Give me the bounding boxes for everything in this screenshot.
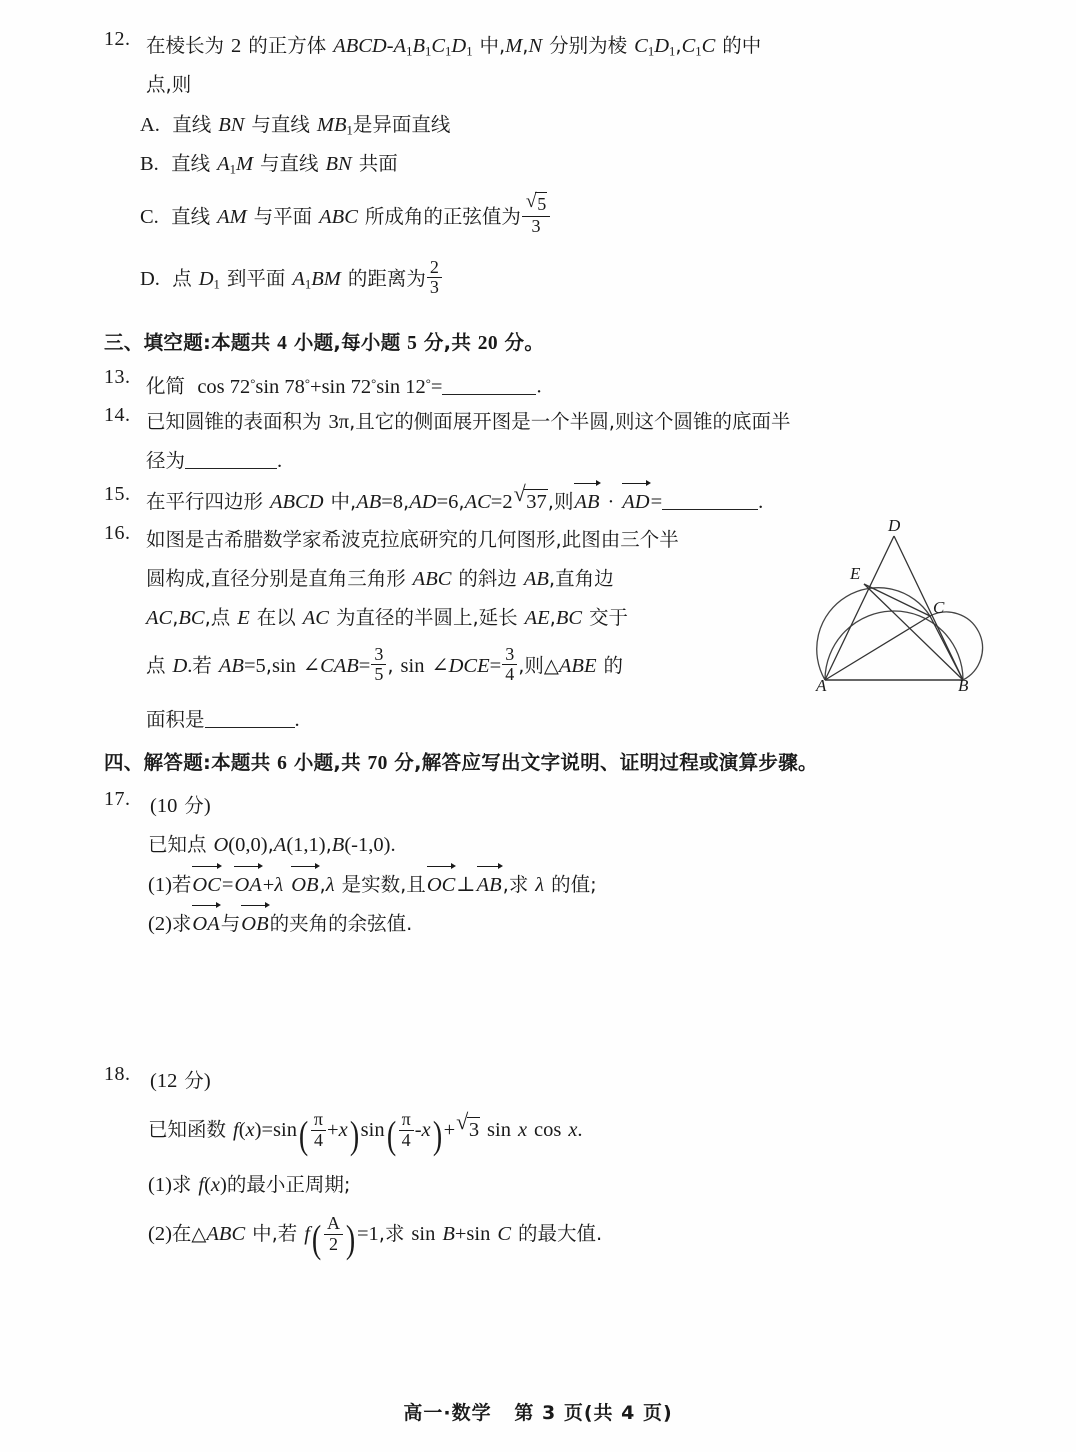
question-17-answer-space [104, 945, 994, 1050]
figure-label-c: C [933, 598, 945, 617]
question-16-line5: 面积是 . [146, 708, 300, 731]
question-16-line3: AC,BC,点 E 在以 AC 为直径的半圆上,延长 AE,BC 交于 [146, 606, 629, 629]
question-14-number: 14. [104, 404, 131, 426]
question-16-answer-blank[interactable] [205, 707, 295, 728]
footer-grade: 高一 [403, 1402, 444, 1424]
figure-label-e: E [850, 564, 861, 583]
question-16-figure [806, 512, 996, 698]
q18-fraction-pi4-b: $\frac{\pi}{4}$ [399, 1110, 414, 1150]
option-c-label: C. [140, 205, 159, 228]
vector-oc: OC [192, 864, 220, 905]
question-16-line2: 圆构成,直径分别是直角三角形 ABC 的斜边 AB,直角边 [146, 567, 614, 590]
figure-label-d: D [888, 516, 901, 535]
vector-ob-2: OB [241, 903, 268, 944]
question-12-stem-line2: 点,则 [146, 73, 192, 96]
question-13-number: 13. [104, 366, 131, 388]
question-18-marks: (12 分) [150, 1069, 211, 1092]
option-a-label: A. [140, 114, 160, 136]
q16-fraction-1: $\frac{3}{5}$ [371, 645, 386, 685]
vector-ob: OB [291, 864, 318, 905]
question-17-marks: (10 分) [150, 794, 211, 817]
section-3-heading: 三、填空题:本题共 4 小题,每小题 5 分,共 20 分。 [104, 331, 545, 354]
vector-ab-2: AB [477, 864, 502, 905]
option-b-label: B. [140, 153, 159, 175]
question-12-stem: 在棱长为 2 的正方体 ABCD-$A_1B_1C_1D_1$ 中,M,N 分别为棱 $C_1D_1,C_1C$ 的中 [146, 34, 762, 59]
question-16-number: 16. [104, 522, 131, 544]
question-12-option-a[interactable]: A. 直线 BN 与直线 $MB_1$是异面直线 [140, 113, 451, 138]
q16-fraction-2: $\frac{3}{4}$ [502, 645, 517, 685]
question-12-option-b[interactable]: B. 直线 $A_1M$ 与直线 BN 共面 [140, 152, 398, 177]
option-c-fraction: √ 5 3 [522, 192, 550, 236]
figure-label-a: A [816, 676, 827, 695]
footer-subject: 数学 [451, 1402, 492, 1424]
question-18-part-2: (2)在△ABC 中,若 f( $\frac{A}{2}$ )=1,求 sin B+sin C 的最大值. [148, 1213, 603, 1261]
question-18-part-1: (1)求 f(x)的最小正周期; [148, 1173, 351, 1196]
question-12-number: 12. [104, 28, 131, 50]
vector-oa: OA [234, 864, 261, 905]
question-16-line4: 点 D.若 AB=5,sin ∠CAB= $\frac{3}{5}$ , sin ∠DCE= $\frac{3}{4}$ ,则△ABE 的 [146, 644, 623, 685]
q12-stem-text-a: 在棱长为 [146, 34, 225, 57]
page-footer [0, 1398, 1076, 1425]
question-15-number: 15. [104, 483, 131, 505]
question-17-given: 已知点 O(0,0),A(1,1),B(-1,0). [148, 833, 396, 856]
vector-oc-2: OC [427, 864, 455, 905]
vector-ab: AB [574, 481, 599, 522]
option-d-label: D. [140, 267, 160, 290]
figure-label-b: B [958, 676, 969, 695]
q18-fraction-pi4-a: $\frac{\pi}{4}$ [311, 1110, 326, 1150]
question-16-line1: 如图是古希腊数学家希波克拉底研究的几何图形,此图由三个半 [146, 528, 679, 551]
question-15-answer-blank[interactable] [662, 489, 758, 510]
question-13-answer-blank[interactable] [442, 374, 536, 395]
question-13-text: 化简 cos 72°sin 78°+sin 72°sin 12°= . [146, 374, 542, 398]
section-4-heading: 四、解答题:本题共 6 小题,共 70 分,解答应写出文字说明、证明过程或演算步骤。 [104, 751, 818, 774]
option-d-fraction: $\frac{2}{3}$ [427, 258, 442, 298]
vector-oa-2: OA [192, 903, 219, 944]
question-17-part-1: (1)若 OC= OA+λ OB,λ 是实数,且 OC⊥ AB,求 λ 的值; [148, 864, 597, 905]
question-15-text: 在平行四边形 ABCD 中,AB=8,AD=6,AC=2 √ 37,则 AB · AD= . [146, 481, 1026, 522]
q18-fraction-a2: $\frac{A}{2}$ [324, 1214, 343, 1254]
question-17-number: 17. [104, 788, 131, 810]
question-12-option-d[interactable]: D. 点 $D_1$ 到平面 $A_1BM$ 的距离为 $\frac{2}{3}$ [140, 258, 443, 304]
question-17-part-2: (2)求 OA与 OB的夹角的余弦值. [148, 903, 412, 944]
question-18-given: 已知函数 f(x)=sin( $\frac{\pi}{4}$ +x)sin( $\frac{\pi}{4}$ -x)+ √ 3 sin x cos x. [148, 1108, 583, 1157]
vector-ad: AD [622, 481, 649, 522]
question-14-line2: 径为 . [146, 449, 283, 472]
question-14-line1: 已知圆锥的表面积为 3π,且它的侧面展开图是一个半圆,则这个圆锥的底面半 [146, 410, 791, 433]
question-18-number: 18. [104, 1063, 131, 1085]
question-14-answer-blank[interactable] [185, 448, 277, 469]
question-12-option-c[interactable]: C. 直线 AM 与平面 ABC 所成角的正弦值为 √ 5 3 [140, 192, 551, 237]
footer-dot: · [443, 1402, 452, 1424]
footer-page-label: 第 3 页(共 4 页) [514, 1402, 673, 1424]
